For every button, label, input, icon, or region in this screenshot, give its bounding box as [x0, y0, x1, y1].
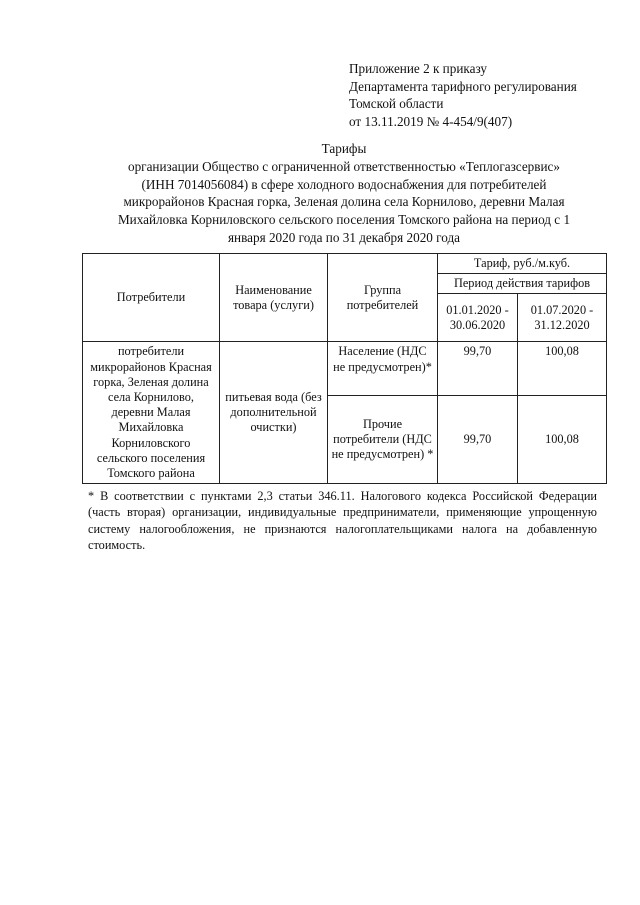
appendix-line-1: Приложение 2 к приказу: [349, 61, 487, 76]
tariff-value-cell: 100,08: [518, 342, 607, 395]
title-line-5: января 2020 года по 31 декабря 2020 года: [227, 229, 461, 245]
consumers-cell: потребители микрорайонов Красная горка, Зеленая долина села Корнилово, деревни Малая Михайловка Корниловского сельского поселения Томского района: [83, 342, 220, 484]
tariff-value-cell: 100,08: [518, 395, 607, 483]
header-product: Наименование товара (услуги): [220, 254, 328, 342]
tariff-value-cell: 99,70: [438, 395, 518, 483]
table-row: [83, 342, 607, 395]
tariff-table: [82, 253, 607, 484]
title-line-1: организации Общество с ограниченной ответственностью «Теплогазсервис»: [127, 158, 560, 174]
group-cell: Прочие потребители (НДС не предусмотрен) *: [328, 395, 438, 483]
group-cell: Население (НДС не предусмотрен)*: [328, 342, 438, 395]
header-consumers: Потребители: [83, 254, 220, 342]
appendix-line-2: Департамента тарифного регулирования: [349, 78, 577, 94]
footnote: * В соответствии с пунктами 2,3 статьи 346.11. Налогового кодекса Российской Федерации (часть вторая) организации, индивидуальные предприниматели, применяющие упрощенную систему налогообложения, не признаются налогоплательщиками налога на добавленную стоимость.: [88, 489, 597, 553]
tariff-value-cell: 99,70: [438, 342, 518, 395]
header-period-2: 01.07.2020 - 31.12.2020: [518, 294, 607, 342]
header-tariff: Тариф, руб./м.куб.: [438, 254, 607, 274]
title-line-2: (ИНН 7014056084) в сфере холодного водоснабжения для потребителей: [141, 176, 547, 192]
product-cell: питьевая вода (без дополнительной очистки): [220, 342, 328, 484]
header-period: Период действия тарифов: [438, 274, 607, 294]
appendix-line-3: Томской области: [349, 96, 444, 111]
header-period-1: 01.01.2020 - 30.06.2020: [438, 294, 518, 342]
title-heading: Тарифы: [321, 141, 367, 156]
document-title: [82, 140, 606, 247]
title-line-4: Михайловка Корниловского сельского поселения Томского района на период с 1: [117, 212, 571, 228]
title-line-3: микрорайонов Красная горка, Зеленая долина села Корнилово, деревни Малая: [123, 194, 565, 210]
appendix-header: [349, 60, 629, 130]
header-group: Группа потребителей: [328, 254, 438, 342]
appendix-line-4: от 13.11.2019 № 4-454/9(407): [349, 113, 513, 129]
